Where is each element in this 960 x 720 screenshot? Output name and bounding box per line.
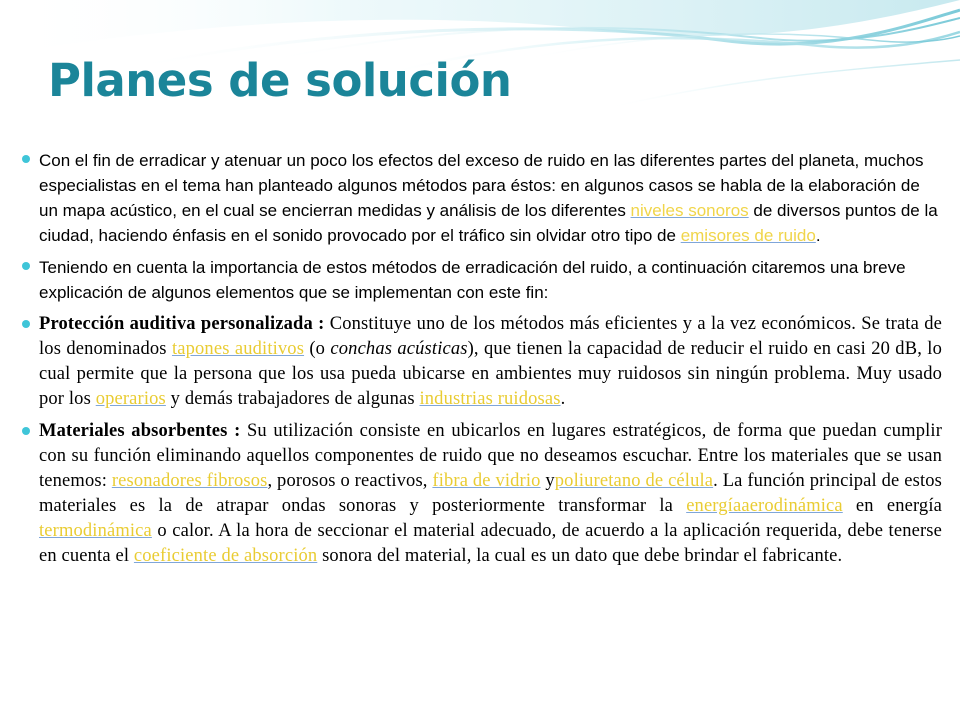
text: . xyxy=(560,389,566,409)
text: . La función principal de estos materiales es la de atrapar ondas sonoras y posteriormente transformar la xyxy=(39,471,942,516)
text: Teniendo en cuenta la importancia de estos métodos de erradicación del ruido, a continuación citaremos una breve explicación de algunos elementos que se implementan con este fin: xyxy=(39,258,906,302)
link-fibra-de-vidrio[interactable]: fibra de vidrio xyxy=(432,471,541,491)
link-termodinamica[interactable]: termodinámica xyxy=(39,521,152,541)
text: y demás trabajadores de algunas xyxy=(165,389,420,409)
bullet-dot-icon xyxy=(22,262,30,270)
link-resonadores-fibrosos[interactable]: resonadores fibrosos xyxy=(111,471,268,491)
link-industrias-ruidosas[interactable]: industrias ruidosas xyxy=(419,389,561,409)
link-tapones-auditivos[interactable]: tapones auditivos xyxy=(171,339,305,359)
text: , porosos o reactivos, xyxy=(267,471,433,491)
page-title: Planes de solución xyxy=(48,54,512,107)
link-niveles-sonoros[interactable]: niveles sonoros xyxy=(630,201,749,220)
text: Con el fin de erradicar y atenuar un poco los efectos del exceso de ruido en las diferentes partes del planeta, muchos especialistas en el tema han planteado algunos métodos para éstos: en algunos casos se habla de la elaboración de un mapa acústico, en el cual se encierran medidas y análisis de los diferentes xyxy=(39,151,924,220)
item-heading: Protección auditiva personalizada : xyxy=(39,314,325,334)
bullet-item-mapa-acustico xyxy=(22,148,942,248)
text: Constituye uno de los métodos más eficientes y a la vez económicos. Se trata de los denominados xyxy=(39,314,942,359)
link-energia-aerodinamica[interactable]: energíaaerodinámica xyxy=(686,496,843,516)
bullet-dot-icon xyxy=(22,155,30,163)
link-operarios[interactable]: operarios xyxy=(95,389,166,409)
link-poliuretano-de-celula[interactable]: poliuretano de célula xyxy=(554,471,714,491)
text: . xyxy=(815,226,821,245)
text: de diversos puntos de la ciudad, haciendo énfasis en el sonido provocado por el tráfico sin olvidar otro tipo de xyxy=(39,201,938,245)
bullet-list xyxy=(22,148,942,576)
text: en energía xyxy=(842,496,942,516)
text: Su utilización consiste en ubicarlos en lugares estratégicos, de forma que puedan cumplir con su función eliminando aquellos componentes de ruido que no deseamos escuchar. Entre los materiales que se usan tenemos: xyxy=(39,421,943,491)
item-heading: Materiales absorbentes : xyxy=(39,421,241,441)
bullet-dot-icon xyxy=(22,427,30,435)
link-emisores-de-ruido[interactable]: emisores de ruido xyxy=(680,226,816,245)
text: o calor. A la hora de seccionar el material adecuado, de acuerdo a la aplicación requerida, debe tenerse en cuenta el xyxy=(39,521,942,566)
link-coeficiente-de-absorcion[interactable]: coeficiente de absorción xyxy=(133,546,318,566)
text: sonora del material, la cual es un dato que debe brindar el fabricante. xyxy=(317,546,843,566)
text: (o xyxy=(304,339,331,359)
text: ), que tienen la capacidad de reducir el ruido en casi 20 dB, lo cual permite que la persona que los usa pueda ubicarse en ambientes muy ruidosos sin ningún problema. Muy usado por los xyxy=(39,339,942,409)
bullet-item-proteccion-auditiva xyxy=(22,312,942,412)
italic-text: conchas acústicas xyxy=(330,339,468,359)
bullet-item-materiales-absorbentes xyxy=(22,419,942,569)
bullet-dot-icon xyxy=(22,320,30,328)
bullet-item-introduccion xyxy=(22,255,942,305)
text: y xyxy=(540,471,555,491)
